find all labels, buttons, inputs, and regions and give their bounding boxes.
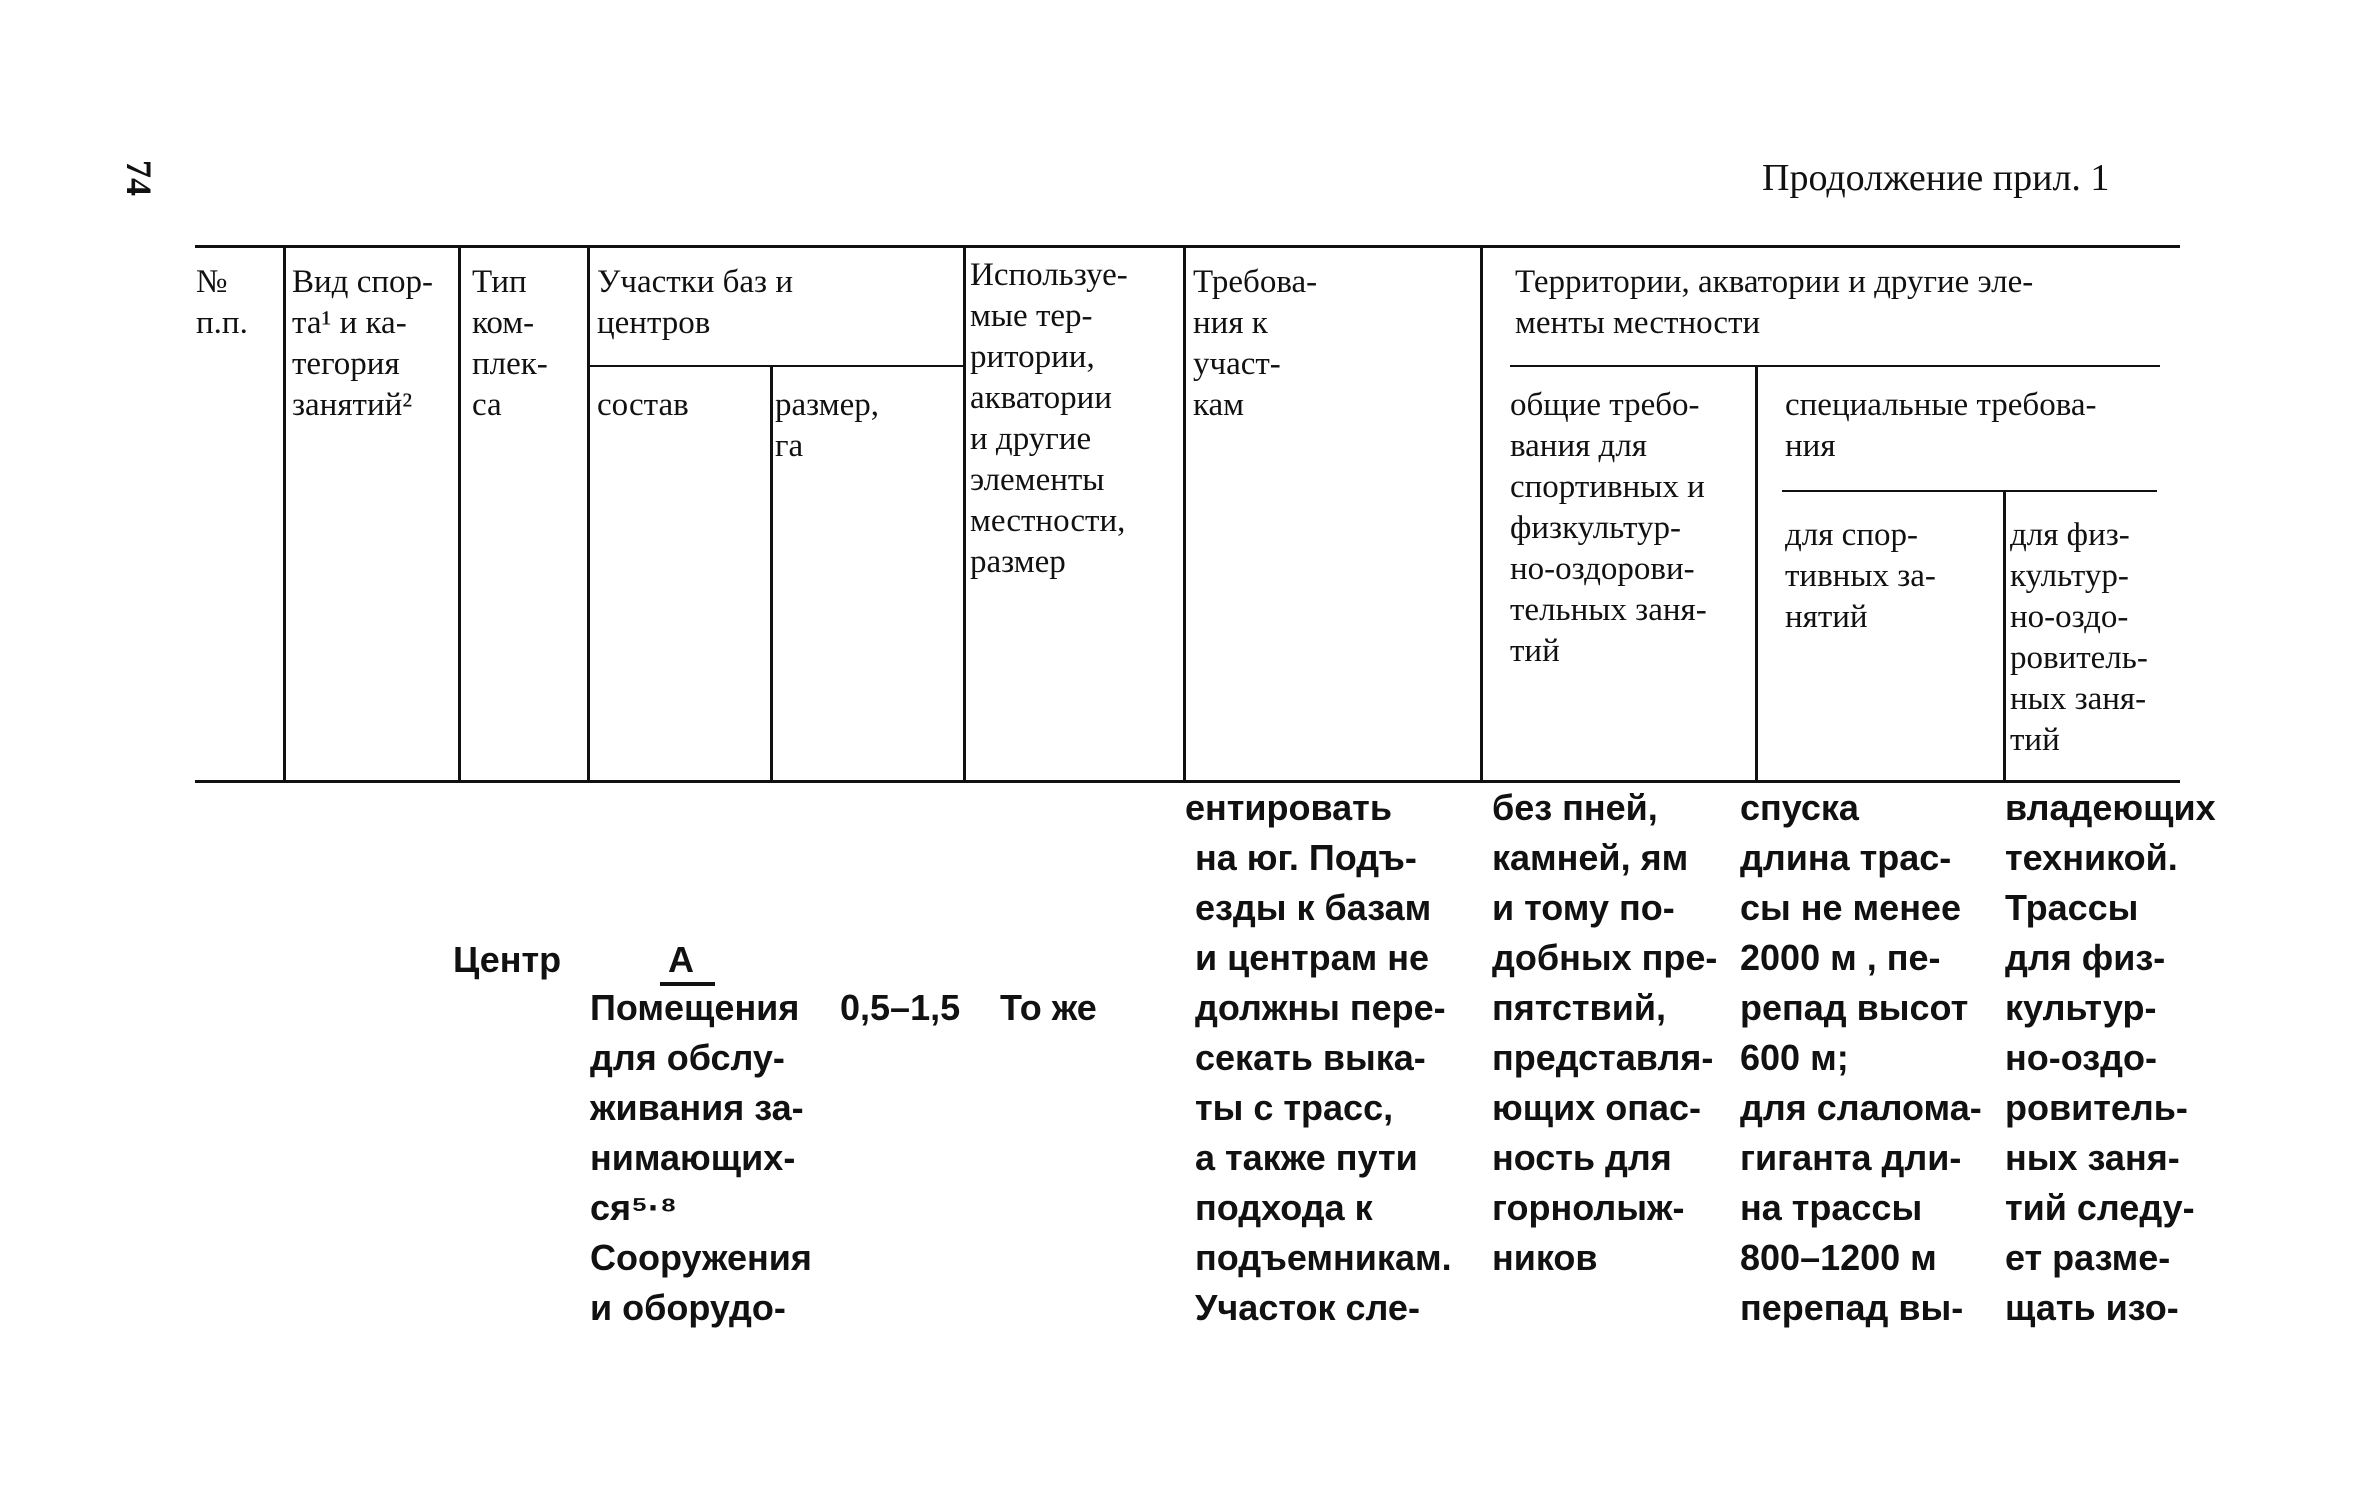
header-general-requirements: общие требо- вания для спортивных и физкультур- но-оздорови- тельных заня- тий: [1510, 387, 1707, 669]
header-type: Тип ком- плек- са: [472, 264, 548, 423]
top-rule: [195, 245, 2180, 248]
header-health-requirements: для физ- культур- но-оздо- ровитель- ных заня- тий: [2010, 517, 2148, 758]
header-composition: состав: [597, 387, 689, 423]
col-divider: [1183, 245, 1186, 783]
header-size: размер, га: [775, 387, 879, 464]
col-divider: [1755, 365, 1758, 783]
size-text: 0,5–1,5: [840, 987, 961, 1028]
col-divider: [587, 245, 590, 783]
header-plots: Участки баз и центров: [597, 264, 794, 341]
sport-requirements-text: спуска длина трас- сы не менее 2000 м , пе- репад высот 600 м; для слалома- гиганта дли- на трассы 800–1200 м перепад вы-: [1740, 787, 1982, 1328]
header-requirements: Требова- ния к участ- кам: [1193, 264, 1318, 423]
subheader-rule: [1782, 490, 2157, 492]
composition-text: Помещения для обслу- живания за- нимающих- ся⁵·⁸ Сооружения и оборудо-: [590, 987, 812, 1328]
col-divider: [770, 365, 773, 783]
col-divider: [283, 245, 286, 783]
general-requirements-text: без пней, камней, ям и тому по- добных пре- пятствий, представля- ющих опас- ность для горнолыж- ников: [1492, 787, 1718, 1278]
health-requirements-text: владеющих техникой. Трассы для физ- культур- но-оздо- ровитель- ных заня- тий следу- ет разме- щать изо-: [2005, 787, 2216, 1328]
continuation-label: Продолжение прил. 1: [1762, 157, 2110, 199]
header-sport-requirements: для спор- тивных за- нятий: [1785, 517, 1936, 635]
header-special-requirements: специальные требова- ния: [1785, 387, 2097, 464]
col-divider: [1480, 245, 1483, 783]
subheader-rule: [1510, 365, 2160, 367]
header-sport: Вид спор- та¹ и ка- тегория занятий²: [292, 264, 434, 423]
header-territories: Территории, акватории и другие эле- менты местности: [1515, 264, 2034, 341]
header-num: № п.п.: [196, 264, 248, 341]
subheader-rule: [590, 365, 963, 367]
center-label: Центр: [453, 939, 562, 980]
header-used-territories: Используе- мые тер- ритории, акватории и другие элементы местности, размер: [970, 257, 1128, 580]
center-letter: А: [668, 939, 694, 980]
col-divider: [458, 245, 461, 783]
col-divider: [2003, 490, 2006, 783]
col-divider: [963, 245, 966, 783]
page-number: 74: [119, 160, 159, 196]
requirements-text: ентировать на юг. Подъ- езды к базам и центрам не должны пере- секать выка- ты с трасс, а также пути подхода к подъемникам. Участок сле-: [1185, 787, 1452, 1328]
used-text: То же: [1000, 987, 1097, 1028]
